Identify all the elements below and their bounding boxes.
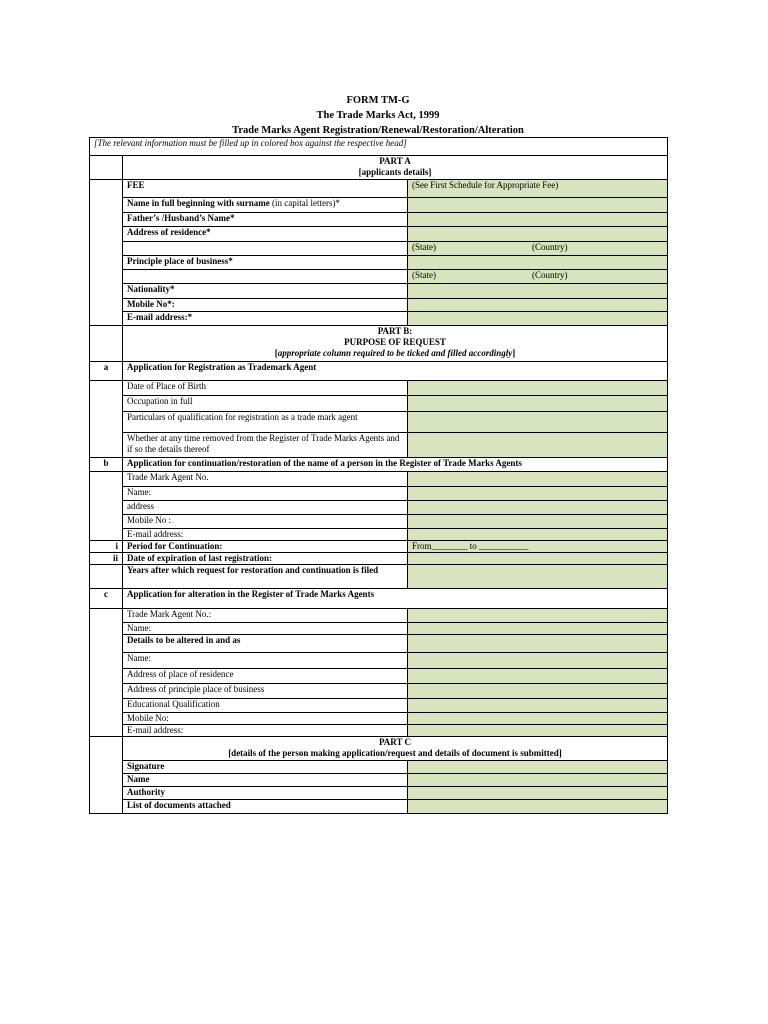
form-title: Trade Marks Agent Registration/Renewal/Restoration/Alteration [232,125,524,136]
email-field[interactable] [408,312,668,326]
c-education-row [90,699,668,713]
residence-row [90,227,668,242]
occupation-label: Occupation in full [123,396,408,412]
fill-instructions: [The relevant information must be filled up in colored box against the respective head] [90,138,668,156]
documents-row [90,800,668,814]
qualification-field[interactable] [408,412,668,433]
business-state-country-field[interactable]: (State) (Country) [408,270,668,284]
signature-field[interactable] [408,761,668,774]
fee-field[interactable]: (See First Schedule for Appropriate Fee) [408,180,668,198]
email-row [90,312,668,326]
mobile-label: Mobile No*: [123,299,408,312]
c-name2-label: Name: [123,653,408,669]
removed-field[interactable] [408,433,668,458]
c-email-label: E-mail address: [123,725,408,737]
section-a-row [90,362,668,381]
c-agent-no-field[interactable] [408,609,668,623]
b-email-field[interactable] [408,529,668,541]
occupation-field[interactable] [408,396,668,412]
authority-row [90,787,668,800]
section-c-row [90,589,668,609]
name-field[interactable] [408,198,668,213]
expiration-field[interactable] [408,553,668,565]
b-name-row [90,487,668,501]
b-address-row [90,501,668,515]
details-altered-field[interactable] [408,635,668,653]
residence-state-row [90,242,668,256]
part-b-heading: PART B: PURPOSE OF REQUEST [appropriate column required to be ticked and filled accordingly] [123,326,668,362]
father-name-label: Father’s /Husband’s Name* [123,213,408,227]
b-email-label: E-mail address: [123,529,408,541]
dob-field[interactable] [408,381,668,396]
form-number: FORM TM-G [346,95,410,106]
documents-label: List of documents attached [123,800,408,814]
details-altered-row [90,635,668,653]
documents-field[interactable] [408,800,668,814]
signer-name-row [90,774,668,787]
section-a-letter: a [90,362,123,381]
section-b-title: Application for continuation/restoration of the name of a person in the Register of Trade Marks Agents [123,458,668,472]
residence-label: Address of residence* [123,227,408,242]
act-title: The Trade Marks Act, 1999 [316,110,440,121]
b-agent-no-row [90,472,668,487]
occupation-row [90,396,668,412]
c-residence-label: Address of place of residence [123,669,408,684]
removed-label: Whether at any time removed from the Register of Trade Marks Agents and if so the details thereof [123,433,408,458]
mobile-row [90,299,668,312]
c-education-label: Educational Qualification [123,699,408,713]
business-field[interactable] [408,256,668,270]
b-mobile-row [90,515,668,529]
part-c-heading-row [90,737,668,761]
b-agent-no-label: Trade Mark Agent No. [123,472,408,487]
period-label: Period for Continuation: [123,541,408,553]
b-name-label: Name: [123,487,408,501]
section-b-row [90,458,668,472]
qualification-label: Particulars of qualification for registration as a trade mark agent [123,412,408,433]
c-residence-row [90,669,668,684]
mobile-field[interactable] [408,299,668,312]
dob-row [90,381,668,396]
father-name-field[interactable] [408,213,668,227]
nationality-label: Nationality* [123,284,408,299]
business-row [90,256,668,270]
c-mobile-row [90,713,668,725]
name-label: Name in full beginning with surname (in capital letters)* [123,198,408,213]
application-form-table [89,137,668,814]
c-mobile-field[interactable] [408,713,668,725]
b-agent-no-field[interactable] [408,472,668,487]
residence-field[interactable] [408,227,668,242]
section-a-title: Application for Registration as Trademark Agent [123,362,668,381]
section-b-letter: b [90,458,123,472]
dob-label: Date of Place of Birth [123,381,408,396]
b-mobile-label: Mobile No : [123,515,408,529]
c-agent-no-row [90,609,668,623]
name-row [90,198,668,213]
instructions-row [90,138,668,156]
section-c-letter: c [90,589,123,609]
c-name2-field[interactable] [408,653,668,669]
part-a-index-cell [90,180,123,326]
part-c-heading: PART C [details of the person making application/request and details of document is submitted] [123,737,668,761]
c-email-row [90,725,668,737]
b-address-label: address [123,501,408,515]
b-address-field[interactable] [408,501,668,515]
c-mobile-label: Mobile No: [123,713,408,725]
c-name-label: Name: [123,623,408,635]
form-header [89,93,667,138]
c-email-field[interactable] [408,725,668,737]
c-education-field[interactable] [408,699,668,713]
signer-name-field[interactable] [408,774,668,787]
business-label: Principle place of business* [123,256,408,270]
nationality-field[interactable] [408,284,668,299]
nationality-row [90,284,668,299]
part-b-heading-row [90,326,668,362]
c-name2-row [90,653,668,669]
details-altered-label: Details to be altered in and as [123,635,408,653]
b-name-field[interactable] [408,487,668,501]
c-name-row [90,623,668,635]
authority-field[interactable] [408,787,668,800]
fee-row [90,180,668,198]
part-a-heading: PART A [applicants details] [123,156,668,180]
c-residence-field[interactable] [408,669,668,684]
residence-state-country-field[interactable]: (State) (Country) [408,242,668,256]
c-business-label: Address of principle place of business [123,684,408,699]
b-email-row [90,529,668,541]
part-a-heading-row [90,156,668,180]
c-name-field[interactable] [408,623,668,635]
c-agent-no-label: Trade Mark Agent No.: [123,609,408,623]
b-mobile-field[interactable] [408,515,668,529]
period-row [90,541,668,553]
c-business-row [90,684,668,699]
father-name-row [90,213,668,227]
period-field[interactable]: From________ to ___________ [408,541,668,553]
c-business-field[interactable] [408,684,668,699]
expiration-label: Date of expiration of last registration: [123,553,408,565]
email-label: E-mail address:* [123,312,408,326]
years-row [90,565,668,589]
expiration-index: ii [90,553,123,565]
years-label: Years after which request for restoration and continuation is filed [123,565,408,589]
period-index: i [90,541,123,553]
business-state-row [90,270,668,284]
fee-label: FEE [123,180,408,198]
signer-name-label: Name [123,774,408,787]
qualification-row [90,412,668,433]
signature-label: Signature [123,761,408,774]
authority-label: Authority [123,787,408,800]
removed-row [90,433,668,458]
years-field[interactable] [408,565,668,589]
signature-row [90,761,668,774]
expiration-row [90,553,668,565]
section-c-title: Application for alteration in the Register of Trade Marks Agents [123,589,668,609]
